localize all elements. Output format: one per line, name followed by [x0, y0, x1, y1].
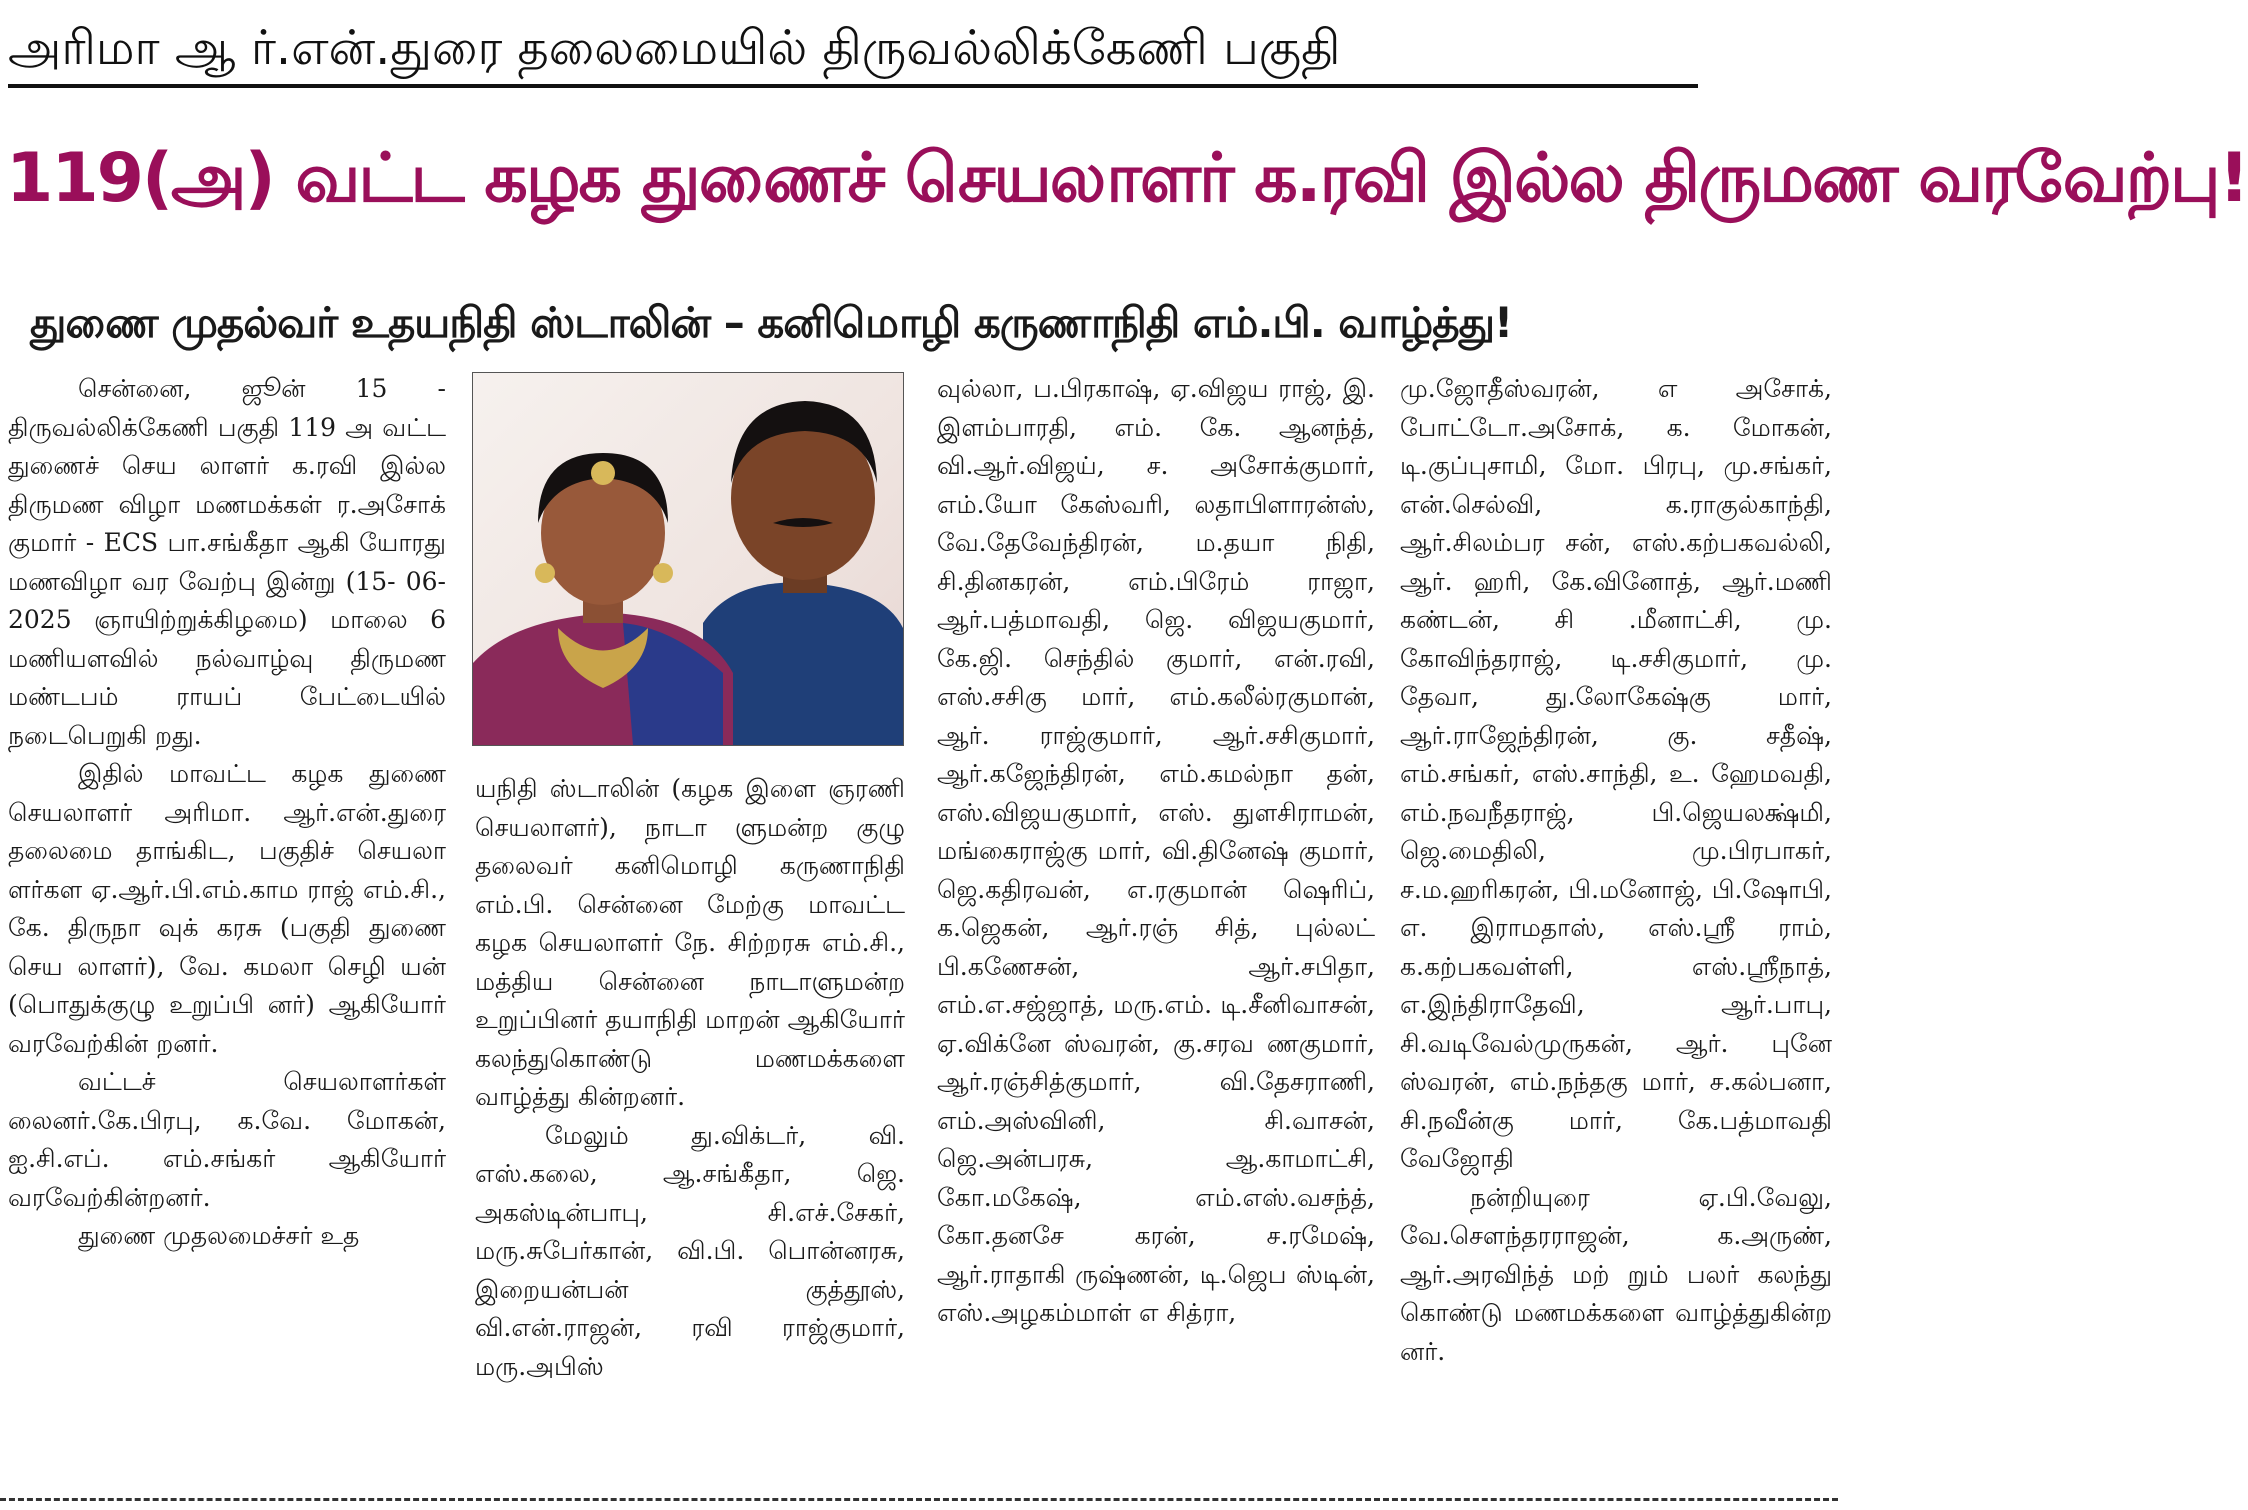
- paragraph: வுல்லா, ப.பிரகாஷ், ஏ.விஜய ராஜ், இ. இளம்பாரதி, எம். கே. ஆனந்த், வி.ஆர்.விஜய், ச. அசோக்குமார், எம்.யோ கேஸ்வரி, லதாபிளாரன்ஸ், வே.தேவேந்திரன், ம.தயா நிதி, சி.தினகரன், எம்.பிரேம் ராஜா, ஆர்.பத்மாவதி, ஜெ. விஜயகுமார், கே.ஜி. செந்தில் குமார், என்.ரவி, எஸ்.சசிகு மார், எம்.கலீல்ரகுமான், ஆர். ராஜ்குமார், ஆர்.சசிகுமார், ஆர்.கஜேந்திரன், எம்.கமல்நா தன், எஸ்.விஜயகுமார், எஸ். துளசிராமன், மங்கைராஜ்கு மார், வி.தினேஷ் குமார், ஜெ.கதிரவன், எ.ரகுமான் ஷெரிப், க.ஜெகன், ஆர்.ரஞ் சித், புல்லட் பி.கணேசன், ஆர்.சபிதா, எம்.எ.சஜ்ஜாத், மரு.எம். டி.சீனிவாசன், ஏ.விக்னே ஸ்வரன், கு.சரவ ணகுமார், ஆர்.ரஞ்சித்குமார், வி.தேசராணி, எம்.அஸ்வினி, சி.வாசன், ஜெ.அன்பரசு, ஆ.காமாட்சி, கோ.மகேஷ், எம்.எஸ்.வசந்த், கோ.தனசே கரன், ச.ரமேஷ், ஆர்.ராதாகி ருஷ்ணன், டி.ஜெப ஸ்டின், எஸ்.அழகம்மாள் எ சித்ரா,: [937, 374, 1375, 1327]
- paragraph: நன்றியுரை ஏ.பி.வேலு, வே.சௌந்தரராஜன், க.அருண், ஆர்.அரவிந்த் மற் றும் பலர் கலந்து கொண்டு மணமக்களை வாழ்த்துகின்ற னர்.: [1400, 1182, 1832, 1366]
- article-column-3: [937, 370, 1375, 1490]
- article-column-4: [1400, 370, 1832, 1490]
- paragraph: வட்டச் செயலாளர்கள் லைனர்.கே.பிரபு, க.வே. மோகன், ஐ.சி.எப். எம்.சங்கர் ஆகியோர் வரவேற்கின்றனர்.: [8, 1067, 446, 1212]
- paragraph: மேலும் து.விக்டர், வி. எஸ்.கலை, ஆ.சங்கீதா, ஜெ. அகஸ்டின்பாபு, சி.எச்.சேகர், மரு.சுபேர்கான், வி.பி. பொன்னரசு, இறையன்பன் குத்தூஸ், வி.என்.ராஜன், ரவி ராஜ்குமார், மரு.அபிஸ்: [475, 1120, 905, 1381]
- couple-photo-illustration: [473, 373, 903, 745]
- couple-photo: [472, 372, 904, 746]
- article-column-2: [475, 770, 905, 1490]
- main-headline: 119(அ) வட்ட கழக துணைச் செயலாளர் க.ரவி இல்ல திருமண வரவேற்பு!: [6, 139, 2248, 218]
- paragraph: துணை முதலமைச்சர் உத: [78, 1221, 360, 1250]
- paragraph: யநிதி ஸ்டாலின் (கழக இளை ஞரணி செயலாளர்), நாடா ளுமன்ற குழு தலைவர் கனிமொழி கருணாநிதி எம்.பி. சென்னை மேற்கு மாவட்ட கழக செயலாளர் நே. சிற்றரசு எம்.சி., மத்திய சென்னை நாடாளுமன்ற உறுப்பினர் தயாநிதி மாறன் ஆகியோர் கலந்துகொண்டு மணமக்களை வாழ்த்து கின்றனர்.: [475, 774, 905, 1111]
- article-column-1: [8, 370, 446, 1490]
- kicker-underline: [8, 84, 1698, 88]
- page-bottom-dashed-rule: [0, 1498, 1838, 1501]
- paragraph: இதில் மாவட்ட கழக துணை செயலாளர் அரிமா. ஆர்.என்.துரை தலைமை தாங்கிட, பகுதிச் செயலா ளர்கள ஏ.ஆர்.பி.எம்.காம ராஜ் எம்.சி., கே. திருநா வுக் கரசு (பகுதி துணை செய லாளர்), வே. கமலா செழி யன் (பொதுக்குழு உறுப்பி னர்) ஆகியோர் வரவேற்கின் றனர்.: [8, 759, 446, 1058]
- paragraph: மு.ஜோதீஸ்வரன், எ அசோக், போட்டோ.அசோக், க. மோகன், டி.குப்புசாமி, மோ. பிரபு, மு.சங்கர், என்.செல்வி, க.ராகுல்காந்தி, ஆர்.சிலம்பர சன், எஸ்.கற்பகவல்லி, ஆர். ஹரி, கே.வினோத், ஆர்.மணி கண்டன், சி .மீனாட்சி, மு. கோவிந்தராஜ், டி.சசிகுமார், மு. தேவா, து.லோகேஷ்கு மார், ஆர்.ராஜேந்திரன், கு. சதீஷ், எம்.சங்கர், எஸ்.சாந்தி, உ. ஹேமவதி, எம்.நவநீதராஜ், பி.ஜெயலக்ஷ்மி, ஜெ.மைதிலி, மு.பிரபாகர், ச.ம.ஹரிகரன், பி.மனோஜ், பி.ஷோபி, எ. இராமதாஸ், எஸ்.ஸ்ரீ ராம், க.கற்பகவள்ளி, எஸ்.ஸ்ரீநாத், எ.இந்திராதேவி, ஆர்.பாபு, சி.வடிவேல்முருகன், ஆர். புனே ஸ்வரன், எம்.நந்தகு மார், ச.கல்பனா, சி.நவீன்கு மார், கே.பத்மாவதி வேஜோதி: [1400, 374, 1832, 1173]
- paragraph: சென்னை, ஜூன் 15 - திருவல்லிக்கேணி பகுதி 119 அ வட்ட துணைச் செய லாளர் க.ரவி இல்ல திருமண விழா மணமக்கள் ர.அசோக் குமார் - ECS பா.சங்கீதா ஆகி யோரது மணவிழா வர வேற்பு இன்று (15- 06-2025 ஞாயிற்றுக்கிழமை) மாலை 6 மணியளவில் நல்வாழ்வு திருமண மண்டபம் ராயப் பேட்டையில் நடைபெறுகி றது.: [8, 374, 446, 750]
- kicker-headline: அரிமா ஆ ர்.என்.துரை தலைமையில் திருவல்லிக்கேணி பகுதி: [8, 20, 1341, 76]
- sub-headline: துணை முதல்வர் உதயநிதி ஸ்டாலின் – கனிமொழி கருணாநிதி எம்.பி. வாழ்த்து!: [30, 298, 1513, 347]
